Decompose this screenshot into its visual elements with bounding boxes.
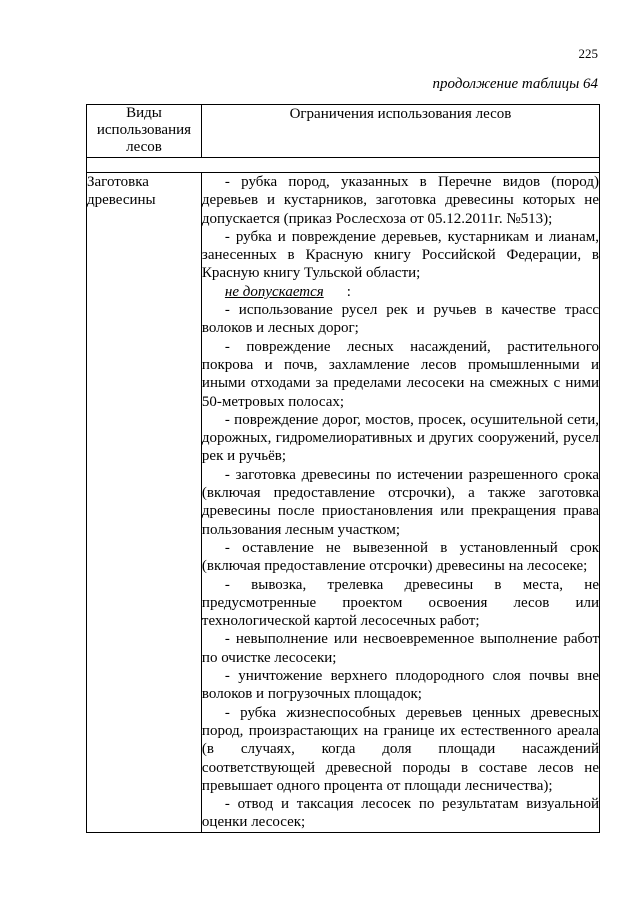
not-allowed-heading [202,283,599,301]
restriction-item: - отвод и таксация лесосек по результатам визуальной оценки лесосек; [201,796,599,831]
not-allowed-label: не допускается [224,283,324,300]
restriction-item: - использование русел рек и ручьев в качестве трасс волоков и лесных дорог; [201,302,599,337]
table-row [87,173,600,833]
restriction-item: - повреждение дорог, мостов, просек, осушительной сети, дорожных, гидромелиоративных и других сооружений, русел рек и ручьёв; [201,411,599,465]
restriction-item: - вывозка, трелевка древесины в места, не предусмотренные проектом освоения лесов или технологической картой лесосечных работ; [201,576,599,630]
not-allowed-colon: : [346,283,351,300]
restriction-item: - рубка пород, указанных в Перечне видов (пород) деревьев и кустарников, заготовка древесины которых не допускается (приказ Рослесхоза от 05.12.2011г. №513); [201,174,599,227]
restrictions-table [86,104,600,833]
restriction-item: - заготовка древесины по истечении разрешенного срока (включая предоставление отсрочки), а также заготовка древесины после приостановления или прекращения права пользования лесным участком; [201,466,599,538]
restriction-item: - оставление не вывезенной в установленный срок (включая предоставление отсрочки) древесины на лесосеке; [201,539,599,575]
restriction-item: - рубка и повреждение деревьев, кустарникам и лианам, занесенных в Красную книгу Российской Федерации, в Красную книгу Тульской области; [201,228,599,282]
usage-type-cell: Заготовка древесины [87,173,202,833]
table-header-row [87,105,600,158]
restriction-item: - рубка жизнеспособных деревьев ценных древесных пород, произрастающих на границе их естественного ареала (в случаях, когда доля площади насаждений соответствующей древесной породы в составе лесов не превышает одного процента от площади лесничества); [201,704,599,794]
page-number: 225 [578,46,598,61]
table-continuation-title: продолжение таблицы 64 [432,76,598,92]
restriction-item: - уничтожение верхнего плодородного слоя почвы вне волоков и погрузочных площадок; [201,668,599,703]
header-restrictions: Ограничения использования лесов [201,105,599,158]
header-usage-types: Виды использования лесов [87,105,202,158]
restriction-item: - невыполнение или несвоевременное выполнение работ по очистке лесосеки; [201,631,599,666]
table-spacer-row [87,158,600,173]
restriction-item: - повреждение лесных насаждений, растительного покрова и почв, захламление лесов промышленными и иными отходами за пределами лесосеки на смежных с ними 50-метровых полосах; [201,338,599,410]
restrictions-cell [201,173,599,833]
